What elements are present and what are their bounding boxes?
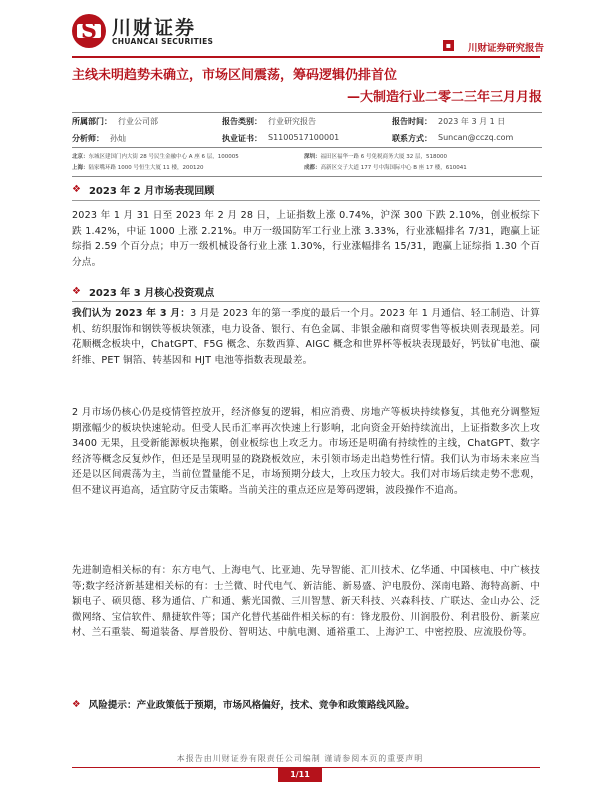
section-heading-outlook	[72, 284, 214, 299]
shanghai-label: 上海：	[72, 165, 89, 171]
report-meta-table	[72, 112, 542, 148]
analyst-value: 孙灿	[110, 134, 126, 143]
outlook-text: 3 月是 2023 年的第一季度的最后一个月。2023 年 1 月通信、轻工制造、计算机、纺织服饰和钢铁等板块领涨，电力设备、银行、有色金属、非银金融和商贸零售等板块则表现最差。同花顺概念板块中，ChatGPT、F5G 概念、东数西算、AIGC 概念和世界杯等板块表现最好，钙钛矿电池、碳纤维、PET 铜箔、转基因和 HJT 电池等指数表现最差。	[72, 308, 541, 366]
header-divider	[72, 56, 540, 58]
section-heading-review	[72, 182, 214, 197]
dept-label: 所属部门：	[72, 117, 112, 126]
contact-email[interactable]: Suncan@cczq.com	[438, 133, 514, 142]
diamond-bullet-icon: ❖	[72, 184, 81, 195]
related-stocks-paragraph: 先进制造相关标的有：东方电气、上海电气、比亚迪、先导智能、汇川技术、亿华通、中国核电、中广核技等;数字经济新基建相关标的有：士兰微、时代电气、新洁能、新易盛、沪电股份、深南电路、海特高新、中颖电子、硕贝德、移为通信、广和通、紫光国微、三川智慧、新天科技、兴森科技、广联达、金山办公、泛微网络、宝信软件、鼎捷软件等；国产化替代基础件相关标的有：锋龙股份、川润股份、利君股份、新莱应材、兰石重装、蜀道装备、厚普股份、智明达、中航电测、通裕重工、上海沪工、中密控股、应流股份等。	[72, 565, 540, 638]
shenzhen-label: 深圳：	[304, 154, 321, 160]
meta-row	[72, 112, 542, 130]
risk-label: 风险提示：	[88, 700, 137, 711]
chengdu-address: 高新区交子大道 177 号中海国际中心 B 座 17 楼，610041	[320, 165, 467, 171]
risk-warning	[72, 697, 415, 711]
page-number: 1/11	[278, 768, 322, 782]
section-heading-text: 2023 年 2 月市场表现回顾	[88, 186, 215, 197]
shenzhen-address: 福田区福华一路 6 号免税商务大厦 32 层，518000	[320, 154, 448, 160]
shanghai-address: 陆家嘴环路 1000 号恒生大厦 11 楼，200120	[88, 165, 204, 171]
section-divider	[72, 301, 540, 302]
analyst-label: 分析师：	[72, 134, 104, 143]
logo-name-cn: 川财证券	[112, 17, 197, 39]
beijing-label: 北京：	[72, 154, 89, 160]
license-label: 执业证书：	[222, 134, 262, 143]
meta-row	[72, 130, 542, 148]
dept-value: 行业公司部	[118, 117, 158, 126]
office-addresses	[72, 152, 542, 174]
diamond-bullet-icon: ❖	[72, 698, 81, 710]
beijing-address: 东城区建国门内大街 28 号民生金融中心 A 座 6 层，100005	[88, 154, 239, 160]
report-type-label: 川财证券研究报告	[467, 43, 544, 54]
page-header	[0, 0, 600, 62]
footer-disclaimer: 本报告由川财证券有限责任公司编制 谨请参阅本页的重要声明	[176, 754, 424, 763]
logo-name-en: CHUANCAI SECURITIES	[112, 37, 214, 46]
report-flag-icon: ▪	[443, 40, 454, 51]
chuancai-logo-icon: S	[72, 14, 106, 48]
diamond-bullet-icon: ❖	[72, 286, 81, 297]
license-value: S1100517100001	[268, 133, 340, 142]
address-divider	[72, 176, 542, 177]
category-value: 行业研究报告	[268, 117, 316, 126]
contact-label: 联系方式：	[392, 134, 432, 143]
chengdu-label: 成都：	[304, 165, 321, 171]
outlook-lead: 我们认为 2023 年 3 月：	[72, 308, 191, 319]
report-subtitle: —大制造行业二零二三年三月月报	[346, 90, 542, 105]
outlook-paragraph-2: 2 月市场仍核心仍是疫情管控放开，经济修复的逻辑，相应消费、房地产等板块持续修复，其他充分调整短期涨幅少的板块快速轮动。但受人民币汇率再次快速上行影响，北向资金开始持续流出，上证指数多次上攻 3400 无果，且受新能源板块拖累，创业板综也上攻乏力。市场还是明确有持续性的主线，ChatGPT、数字经济等概念反复炒作，但还是呈现明显的跷跷板效应，未引领市场走出趋势性行情。我们认为市场未来应当还是以区间震荡为主，当前位置量能不足，市场预期分歧大，上攻压力较大。我们对市场后续走势不悲观，但不建议再追高，适宜防守反击策略。当前关注的重点还应是筹码逻辑，波段操作不追高。	[72, 407, 540, 496]
time-value: 2023 年 3 月 1 日	[438, 117, 506, 126]
market-review-paragraph: 2023 年 1 月 31 日至 2023 年 2 月 28 日，上证指数上涨 0.74%，沪深 300 下跌 2.10%，创业板综下跌 1.42%，中证 1000 上涨 2.21%。申万一级国防军工行业上涨 3.33%，行业涨幅排名 7/31，跑赢上证综指 2.59 个百分点；申万一级机械设备行业上涨 1.30%，行业涨幅排名 15/31，跑赢上证综指 1.30 个百分点。	[72, 210, 540, 268]
section-divider	[72, 200, 540, 201]
time-label: 报告时间：	[392, 117, 432, 126]
report-title: 主线未明趋势未确立，市场区间震荡，筹码逻辑仍排首位	[72, 68, 398, 83]
category-label: 报告类别：	[222, 117, 262, 126]
outlook-paragraph-1	[72, 306, 540, 368]
section-heading-text: 2023 年 3 月核心投资观点	[88, 288, 215, 299]
risk-text: 产业政策低于预期，市场风格偏好，技术、竞争和政策路线风险。	[136, 700, 415, 711]
